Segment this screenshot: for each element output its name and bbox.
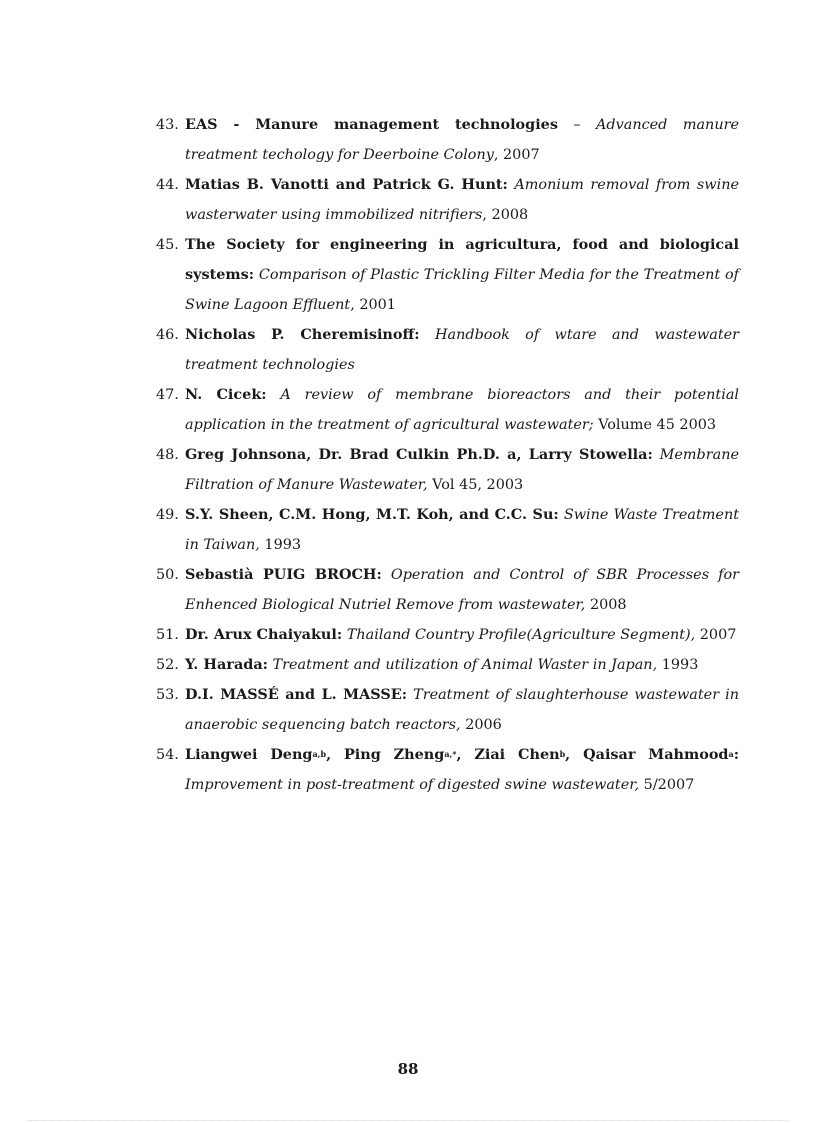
author-separator: ,	[326, 746, 344, 763]
reference-number: 49.	[156, 507, 179, 523]
reference-title: Improvement in post-treatment of digested swine wastewater,	[185, 777, 640, 793]
reference-item	[0, 380, 739, 440]
author-colon: :	[733, 746, 739, 763]
reference-number: 51.	[156, 627, 179, 643]
reference-number: 46.	[156, 327, 179, 343]
reference-item	[0, 620, 739, 650]
reference-authors: N. Cicek:	[185, 386, 267, 403]
author-affiliation: a,*	[444, 749, 457, 759]
page-number: 88	[397, 1060, 419, 1078]
reference-title: Amonium removal from swine wasterwater using immobilized nitrifiers	[185, 177, 739, 223]
reference-number: 54.	[156, 747, 179, 763]
reference-authors: Nicholas P. Cheremisinoff:	[185, 326, 420, 343]
reference-authors: Y. Harada:	[185, 656, 268, 673]
reference-title: A review of membrane bioreactors and their potential application in the treatment of agricultural wastewater;	[185, 387, 739, 433]
reference-list	[0, 110, 816, 800]
reference-item	[0, 230, 739, 320]
reference-separator	[267, 387, 281, 403]
reference-authors: D.I. MASSÉ and L. MASSE:	[185, 686, 408, 703]
reference-authors: EAS - Manure management technologies	[185, 116, 558, 133]
reference-authors: The Society for engineering in agricultura, food and biological systems:	[185, 236, 739, 283]
author-separator: ,	[456, 746, 475, 763]
reference-title: Handbook of wtare and wastewater treatment technologies	[185, 327, 740, 373]
reference-number: 53.	[156, 687, 179, 703]
reference-number: 47.	[156, 387, 179, 403]
author-name: Ping Zheng	[343, 746, 445, 763]
author-name: Ziai Chen	[474, 746, 560, 763]
reference-item	[0, 170, 739, 230]
reference-details: , 2001	[350, 297, 396, 313]
author-affiliation: b	[559, 749, 566, 759]
reference-details: 1993	[657, 657, 699, 673]
reference-authors: Matias B. Vanotti and Patrick G. Hunt:	[185, 176, 508, 193]
reference-authors: Dr. Arux Chaiyakul:	[185, 626, 343, 643]
reference-item	[0, 110, 739, 170]
reference-title: Swine Waste Treatment in Taiwan,	[185, 507, 740, 553]
reference-separator	[382, 567, 391, 583]
reference-details: , 2007	[493, 147, 540, 163]
reference-details: 1993	[259, 537, 302, 553]
author-separator: ,	[565, 746, 584, 763]
reference-details: 2006	[460, 717, 502, 733]
reference-details: 2007	[695, 627, 737, 643]
reference-details: Volume 45 2003	[593, 417, 717, 433]
reference-item	[0, 650, 739, 680]
reference-details: , 2008	[482, 207, 529, 223]
reference-details: Vol 45, 2003	[427, 477, 524, 493]
reference-title: Operation and Control of SBR Processes for Enhenced Biological Nutriel Remove from wastewater,	[185, 567, 739, 613]
author-affiliation: a,b	[312, 749, 327, 759]
reference-authors	[185, 746, 739, 763]
reference-item	[0, 740, 739, 800]
reference-separator: –	[557, 117, 597, 133]
reference-separator	[653, 447, 660, 463]
reference-number: 45.	[156, 237, 179, 253]
reference-authors: Greg Johnsona, Dr. Brad Culkin Ph.D. a, Larry Stowella:	[185, 446, 653, 463]
reference-details: 2008	[585, 597, 627, 613]
reference-title: Treatment and utilization of Animal Waster in Japan,	[272, 657, 658, 673]
reference-title: Treatment of slaughterhouse wastewater in anaerobic sequencing batch reactors,	[185, 687, 739, 733]
reference-item	[0, 560, 739, 620]
reference-title: Advanced manure treatment techology for Deerboine Colony	[185, 117, 739, 163]
reference-number: 44.	[156, 177, 179, 193]
reference-item	[0, 440, 739, 500]
reference-number: 43.	[156, 117, 179, 133]
reference-separator	[420, 327, 435, 343]
reference-item	[0, 500, 739, 560]
author-name: Liangwei Deng	[185, 746, 313, 763]
reference-title: Thailand Country Profile(Agriculture Segment),	[346, 627, 696, 643]
reference-item	[0, 320, 739, 380]
reference-number: 48.	[156, 447, 179, 463]
reference-title: Comparison of Plastic Trickling Filter Media for the Treatment of Swine Lagoon Effluent	[185, 267, 740, 313]
reference-authors: Sebastià PUIG BROCH:	[185, 566, 382, 583]
reference-number: 52.	[156, 657, 179, 673]
author-affiliation: a	[728, 749, 734, 759]
reference-details: 5/2007	[639, 777, 695, 793]
author-name: Qaisar Mahmood	[583, 746, 729, 763]
reference-item	[0, 680, 739, 740]
reference-number: 50.	[156, 567, 179, 583]
reference-authors: S.Y. Sheen, C.M. Hong, M.T. Koh, and C.C. Su:	[185, 506, 559, 523]
page-bottom-divider	[28, 1120, 788, 1121]
reference-title: Membrane Filtration of Manure Wastewater,	[185, 447, 739, 493]
